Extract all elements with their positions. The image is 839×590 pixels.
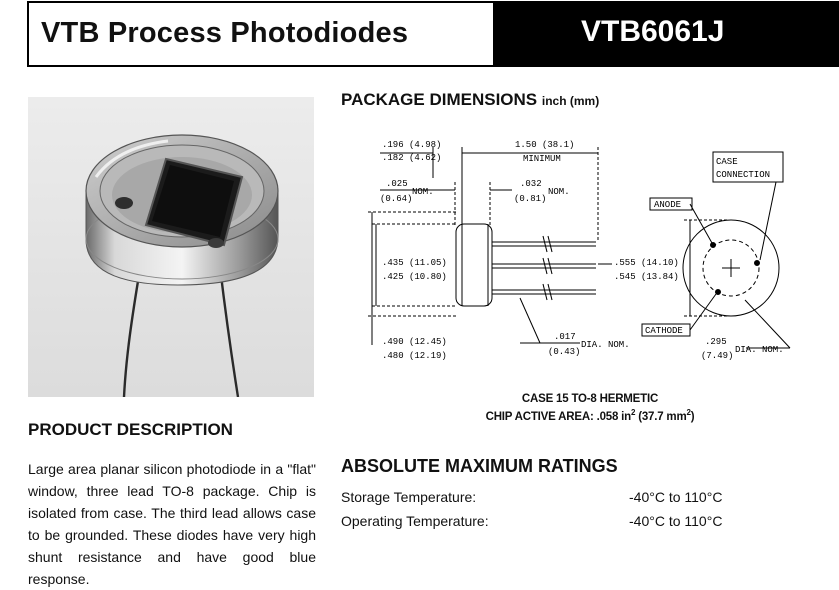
header-banner	[27, 1, 839, 67]
dim-gap-nom: NOM.	[548, 187, 570, 197]
rating-row-operating	[341, 513, 723, 529]
dim-gap-top: .032	[520, 179, 542, 189]
package-dimensions-heading	[341, 90, 599, 110]
dim-pin-circle-nom: DIA. NOM.	[735, 345, 784, 355]
dim-body-top: .435 (11.05)	[382, 258, 447, 268]
dim-pin-circle-top: .295	[705, 337, 727, 347]
dim-rim-top: .490 (12.45)	[382, 337, 447, 347]
product-description-text: Large area planar silicon photodiode in a "flat" window, three lead TO-8 package. Chip is isolated from case. The third lead allows case to be grounded. These diodes have very high shunt resistance and have good blue response.	[28, 461, 316, 587]
rating-label: Storage Temperature:	[341, 489, 477, 505]
dim-circle-top: .555 (14.10)	[614, 258, 679, 268]
dim-flange-bottom: (0.64)	[380, 194, 413, 204]
dim-flange-nom: NOM.	[412, 187, 434, 197]
dim-lead-dia-top: .017	[554, 332, 576, 342]
package-dimensions-title: PACKAGE DIMENSIONS	[341, 90, 538, 109]
cathode-label: CATHODE	[645, 326, 683, 336]
dim-circle-bottom: .545 (13.84)	[614, 272, 679, 282]
dim-lead-len-top: .196 (4.98)	[382, 140, 442, 150]
package-units: inch (mm)	[541, 94, 600, 108]
case-connection-label-2: CONNECTION	[716, 170, 771, 180]
dim-min-len-bottom: MINIMUM	[523, 154, 561, 164]
product-photo	[28, 97, 314, 397]
rating-value: -40°C to 110°C	[629, 513, 723, 529]
dim-body-bottom: .425 (10.80)	[382, 272, 447, 282]
dim-pin-circle-bottom: (7.49)	[701, 351, 734, 361]
page-title: VTB Process Photodiodes	[41, 17, 409, 49]
rating-value: -40°C to 110°C	[629, 489, 723, 505]
anode-label: ANODE	[654, 200, 682, 210]
product-description-heading: PRODUCT DESCRIPTION	[28, 420, 233, 439]
part-number: VTB6061J	[581, 15, 725, 48]
rating-label: Operating Temperature:	[341, 513, 489, 529]
dim-lead-len-bottom: .182 (4.62)	[382, 153, 442, 163]
dim-gap-bottom: (0.81)	[514, 194, 547, 204]
dim-lead-dia-bottom: (0.43)	[548, 347, 581, 357]
case-connection-label-1: CASE	[716, 157, 738, 167]
part-number-box	[493, 1, 839, 67]
absolute-maximum-ratings-heading: ABSOLUTE MAXIMUM RATINGS	[341, 456, 618, 476]
package-dimensions-drawing	[352, 128, 839, 390]
photodiode-photo-illustration	[28, 97, 314, 397]
header-title-box	[27, 1, 495, 67]
dim-flange-top: .025	[386, 179, 408, 189]
dim-min-len-top: 1.50 (38.1)	[515, 140, 575, 150]
chip-area-caption: CHIP ACTIVE AREA: .058 $in^2$ (37.7 $mm^2$)	[485, 408, 695, 423]
rating-row-storage	[341, 489, 723, 505]
dim-lead-dia-nom: DIA. NOM.	[581, 340, 630, 350]
case-caption: CASE 15 TO-8 HERMETIC	[521, 393, 659, 405]
dim-rim-bottom: .480 (12.19)	[382, 351, 447, 361]
